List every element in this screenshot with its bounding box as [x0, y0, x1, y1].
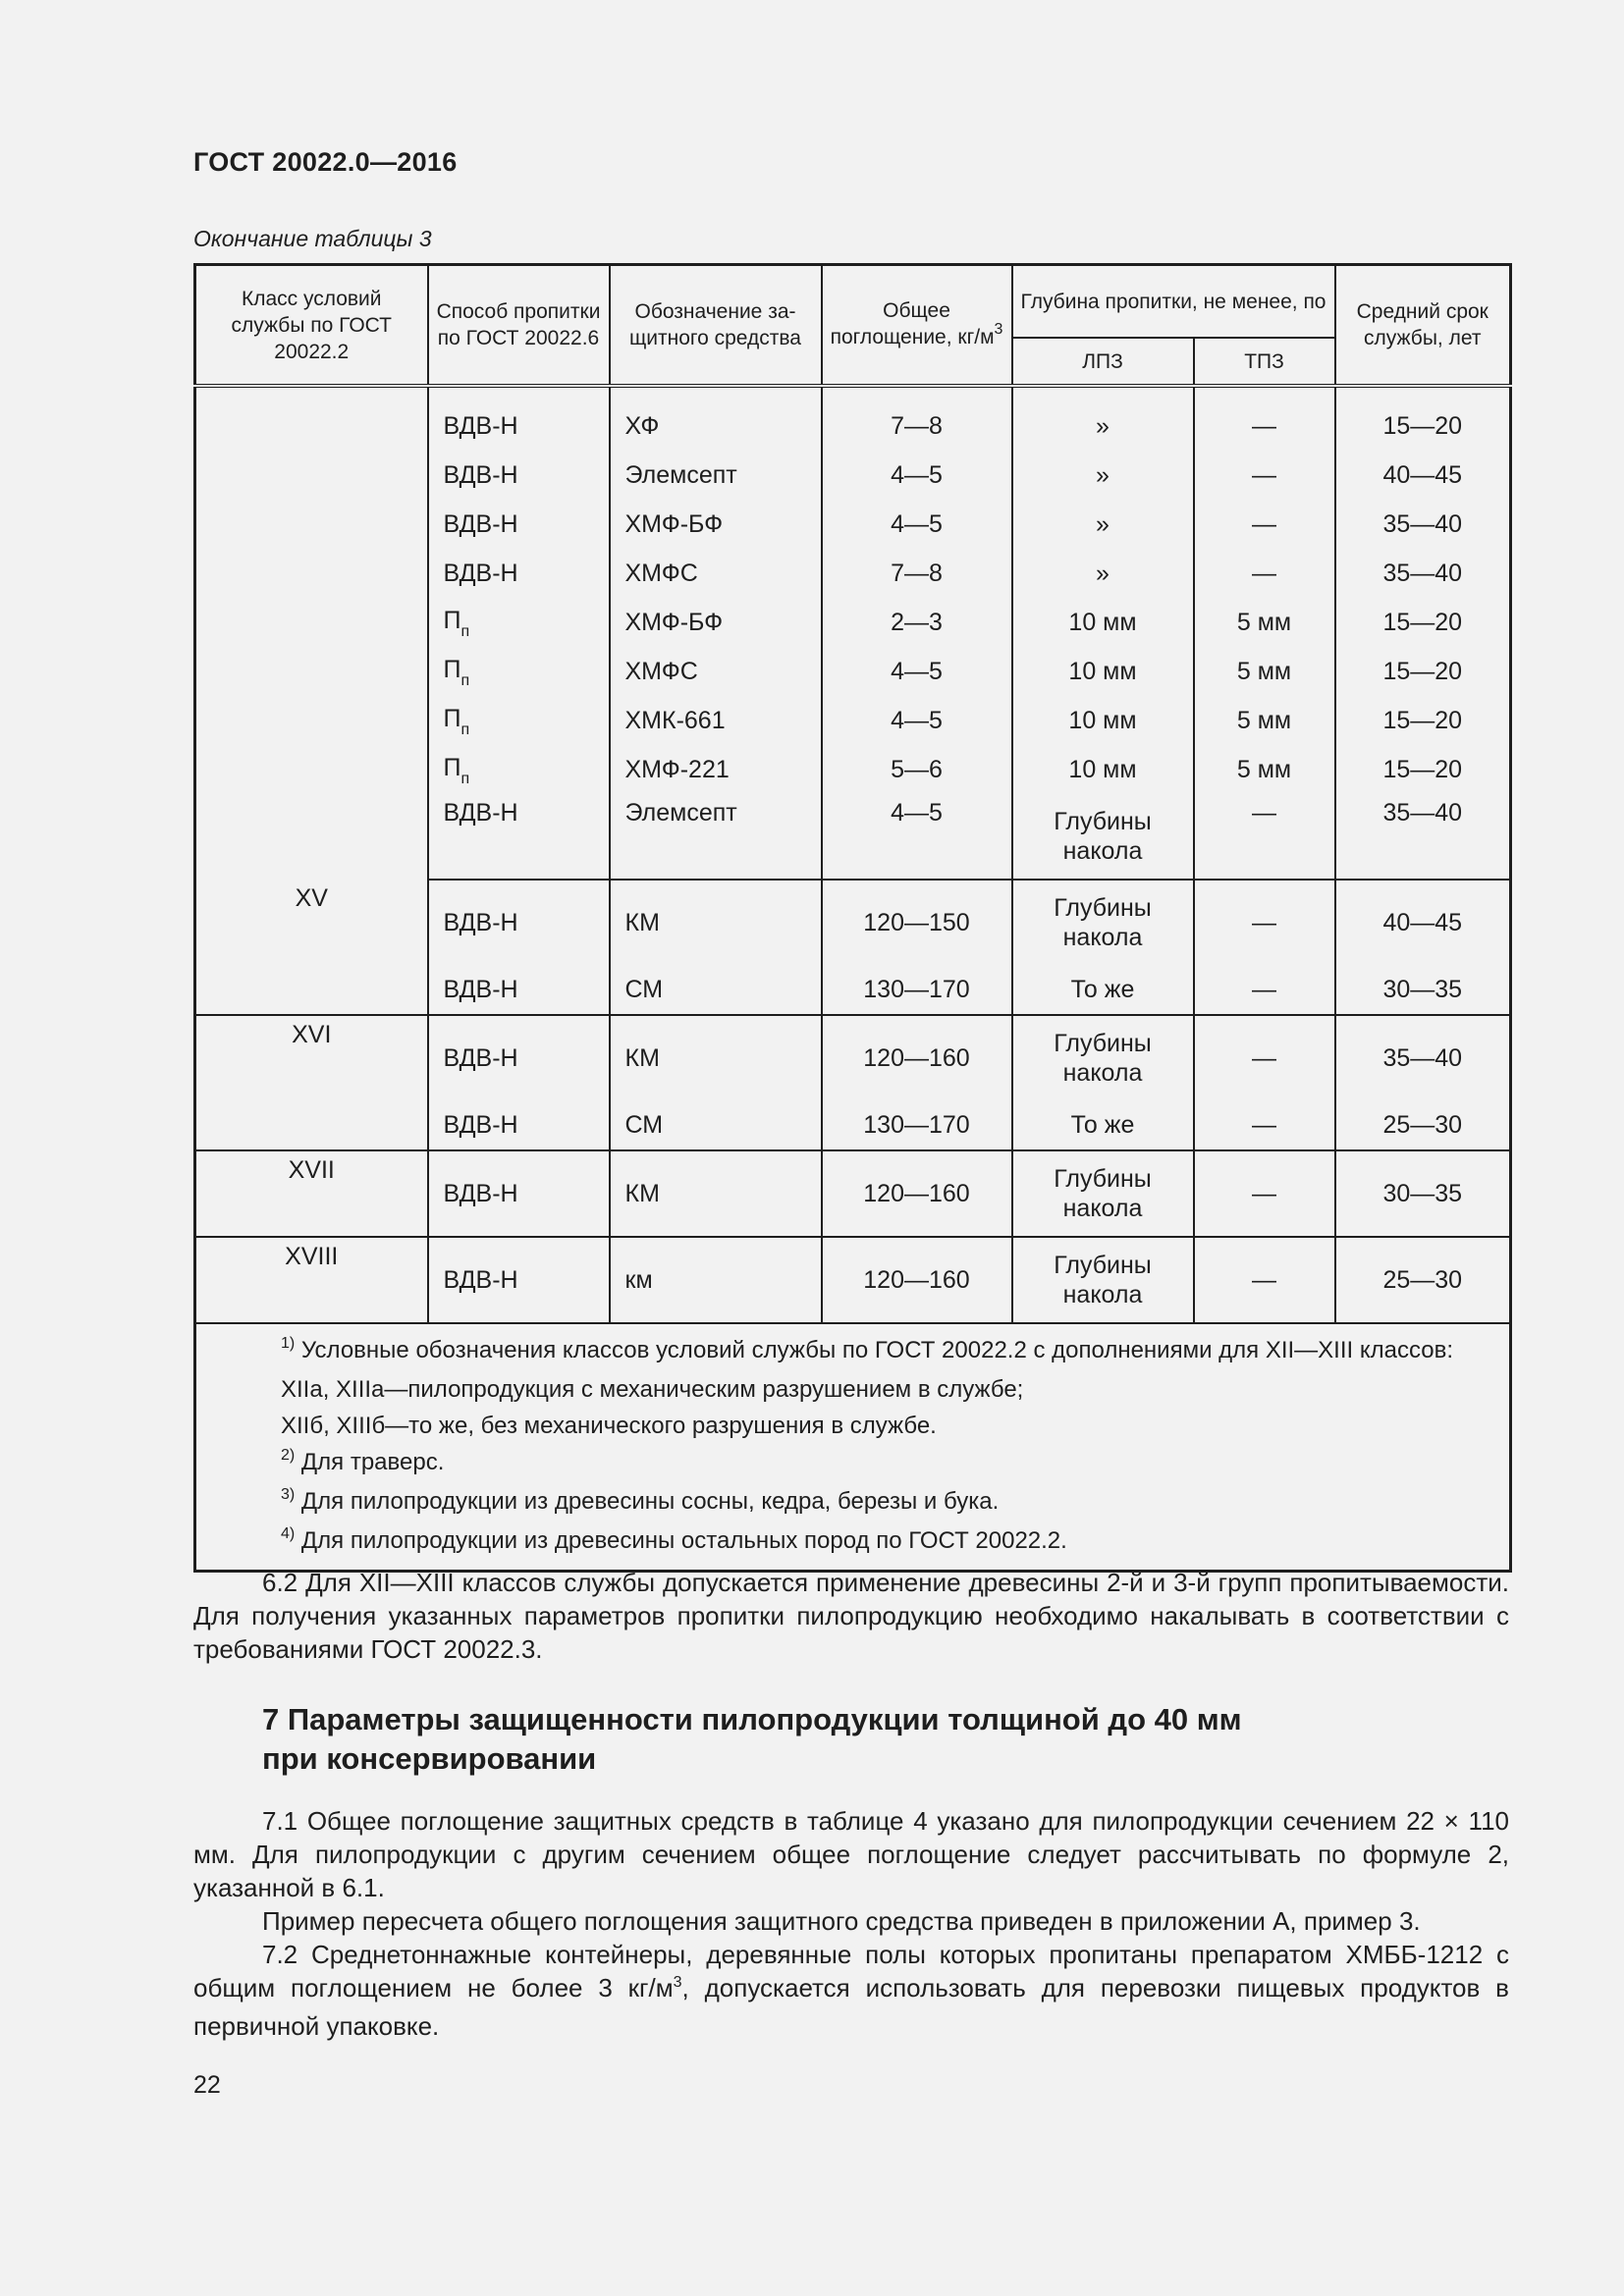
table-row: XVIII ВДВ-Н км 120—160 Глубины накола — 25—30 [195, 1237, 1511, 1323]
table-row: ВДВ-Н Элемсепт 4—5 Глубины накола — 35—40 [195, 794, 1511, 880]
class-cell-xvi: XVI [195, 1015, 428, 1150]
header-lpz: ЛПЗ [1012, 338, 1194, 386]
table-row: ВДВ-Н СМ 130—170 То же — 30—35 [195, 965, 1511, 1015]
paragraph-example: Пример пересчета общего поглощения защитного средства приведен в приложении А, пример 3. [262, 1906, 1421, 1936]
header-absorption: Общее поглощение, $кг/м^3$ [822, 265, 1012, 387]
header-tpz: ТПЗ [1194, 338, 1335, 386]
class-cell-xv: XV [195, 880, 428, 1015]
class-cell-xvii: XVII [195, 1150, 428, 1237]
table-row: XVII ВДВ-Н КМ 120—160 Глубины накола — 30—35 [195, 1150, 1511, 1237]
section-7-heading: 7 Параметры защищенности пилопродукции толщиной до 40 мм при консервировании [262, 1702, 1242, 1776]
table-row: ВДВ-Н Элемсепт 4—5 » — 40—45 [195, 451, 1511, 500]
header-depth: Глубина пропитки, не менее, по [1012, 265, 1335, 339]
header-agent: Обозначение защитного средства [610, 265, 822, 387]
paragraph-6-2: 6.2 Для XII—XIII классов службы допускается применение древесины 2-й и 3-й групп пропитываемости. Для получения указанных параметров пропитки пилопродукцию необходимо накалывать в соответствии с требованиями ГОСТ 20022.3. [193, 1568, 1509, 1664]
paragraph-7-2: 7.2 Среднетоннажные контейнеры, деревянные полы которых пропитаны препаратом ХМББ-1212 с общим поглощением не более 3 $кг/м^3$, допускается использовать для перевозки пищевых продуктов в первичной упаковке. [193, 1940, 1509, 2041]
table-row: ВДВ-Н ХФ 7—8 » — 15—20 [195, 386, 1511, 451]
table-3-continuation [193, 263, 1509, 1573]
impregnation-table [193, 263, 1512, 1573]
table-notes-row [195, 1323, 1511, 1572]
table-row: $П_п$ ХМФС 4—5 10 мм 5 мм 15—20 [195, 647, 1511, 696]
table-notes: $^{1)}$ Условные обозначения классов условий службы по ГОСТ 20022.2 с дополнениями для XII—XIII классов: XIIa, XIIIa—пилопродукция с механическим разрушением в службе; XIIб, XIIIб—то же, без механического разрушения в службе. $^{2)}$ Для траверс. $^{3)}$ Для пилопродукции из древесины сосны, кедра, березы и бука. $^{4)}$ Для пилопродукции из древесины остальных пород по ГОСТ 20022.2. [195, 1323, 1511, 1572]
table-row: $П_п$ ХМФ-БФ 2—3 10 мм 5 мм 15—20 [195, 598, 1511, 647]
paragraph-7-1: 7.1 Общее поглощение защитных средств в таблице 4 указано для пилопродукции сечением 22 × 110 мм. Для пилопродукции с другим сечением общее поглощение следует рассчитывать по формуле 2, указанной в 6.1. [193, 1806, 1509, 1902]
header-method: Способ пропитки по ГОСТ 20022.6 [428, 265, 610, 387]
table-row: XV ВДВ-Н КМ 120—150 Глубины накола — 40—45 [195, 880, 1511, 965]
class-cell-empty [195, 386, 428, 880]
document-code: ГОСТ 20022.0—2016 [193, 147, 458, 177]
page-number: 22 [193, 2071, 221, 2099]
table-row: $П_п$ ХМК-661 4—5 10 мм 5 мм 15—20 [195, 696, 1511, 745]
table-row: ВДВ-Н ХМФ-БФ 4—5 » — 35—40 [195, 500, 1511, 549]
header-service-life: Средний срок службы, лет [1335, 265, 1511, 387]
table-row: XVI ВДВ-Н КМ 120—160 Глубины накола — 35—40 [195, 1015, 1511, 1100]
table-row: ВДВ-Н ХМФС 7—8 » — 35—40 [195, 549, 1511, 598]
table-caption: Окончание таблицы 3 [193, 226, 432, 251]
section-7-body [193, 1804, 1509, 2043]
class-cell-xviii: XVIII [195, 1237, 428, 1323]
header-service-class: Класс условий службы по ГОСТ 20022.2 [195, 265, 428, 387]
table-row: $П_п$ ХМФ-221 5—6 10 мм 5 мм 15—20 [195, 745, 1511, 794]
table-row: ВДВ-Н СМ 130—170 То же — 25—30 [195, 1100, 1511, 1150]
